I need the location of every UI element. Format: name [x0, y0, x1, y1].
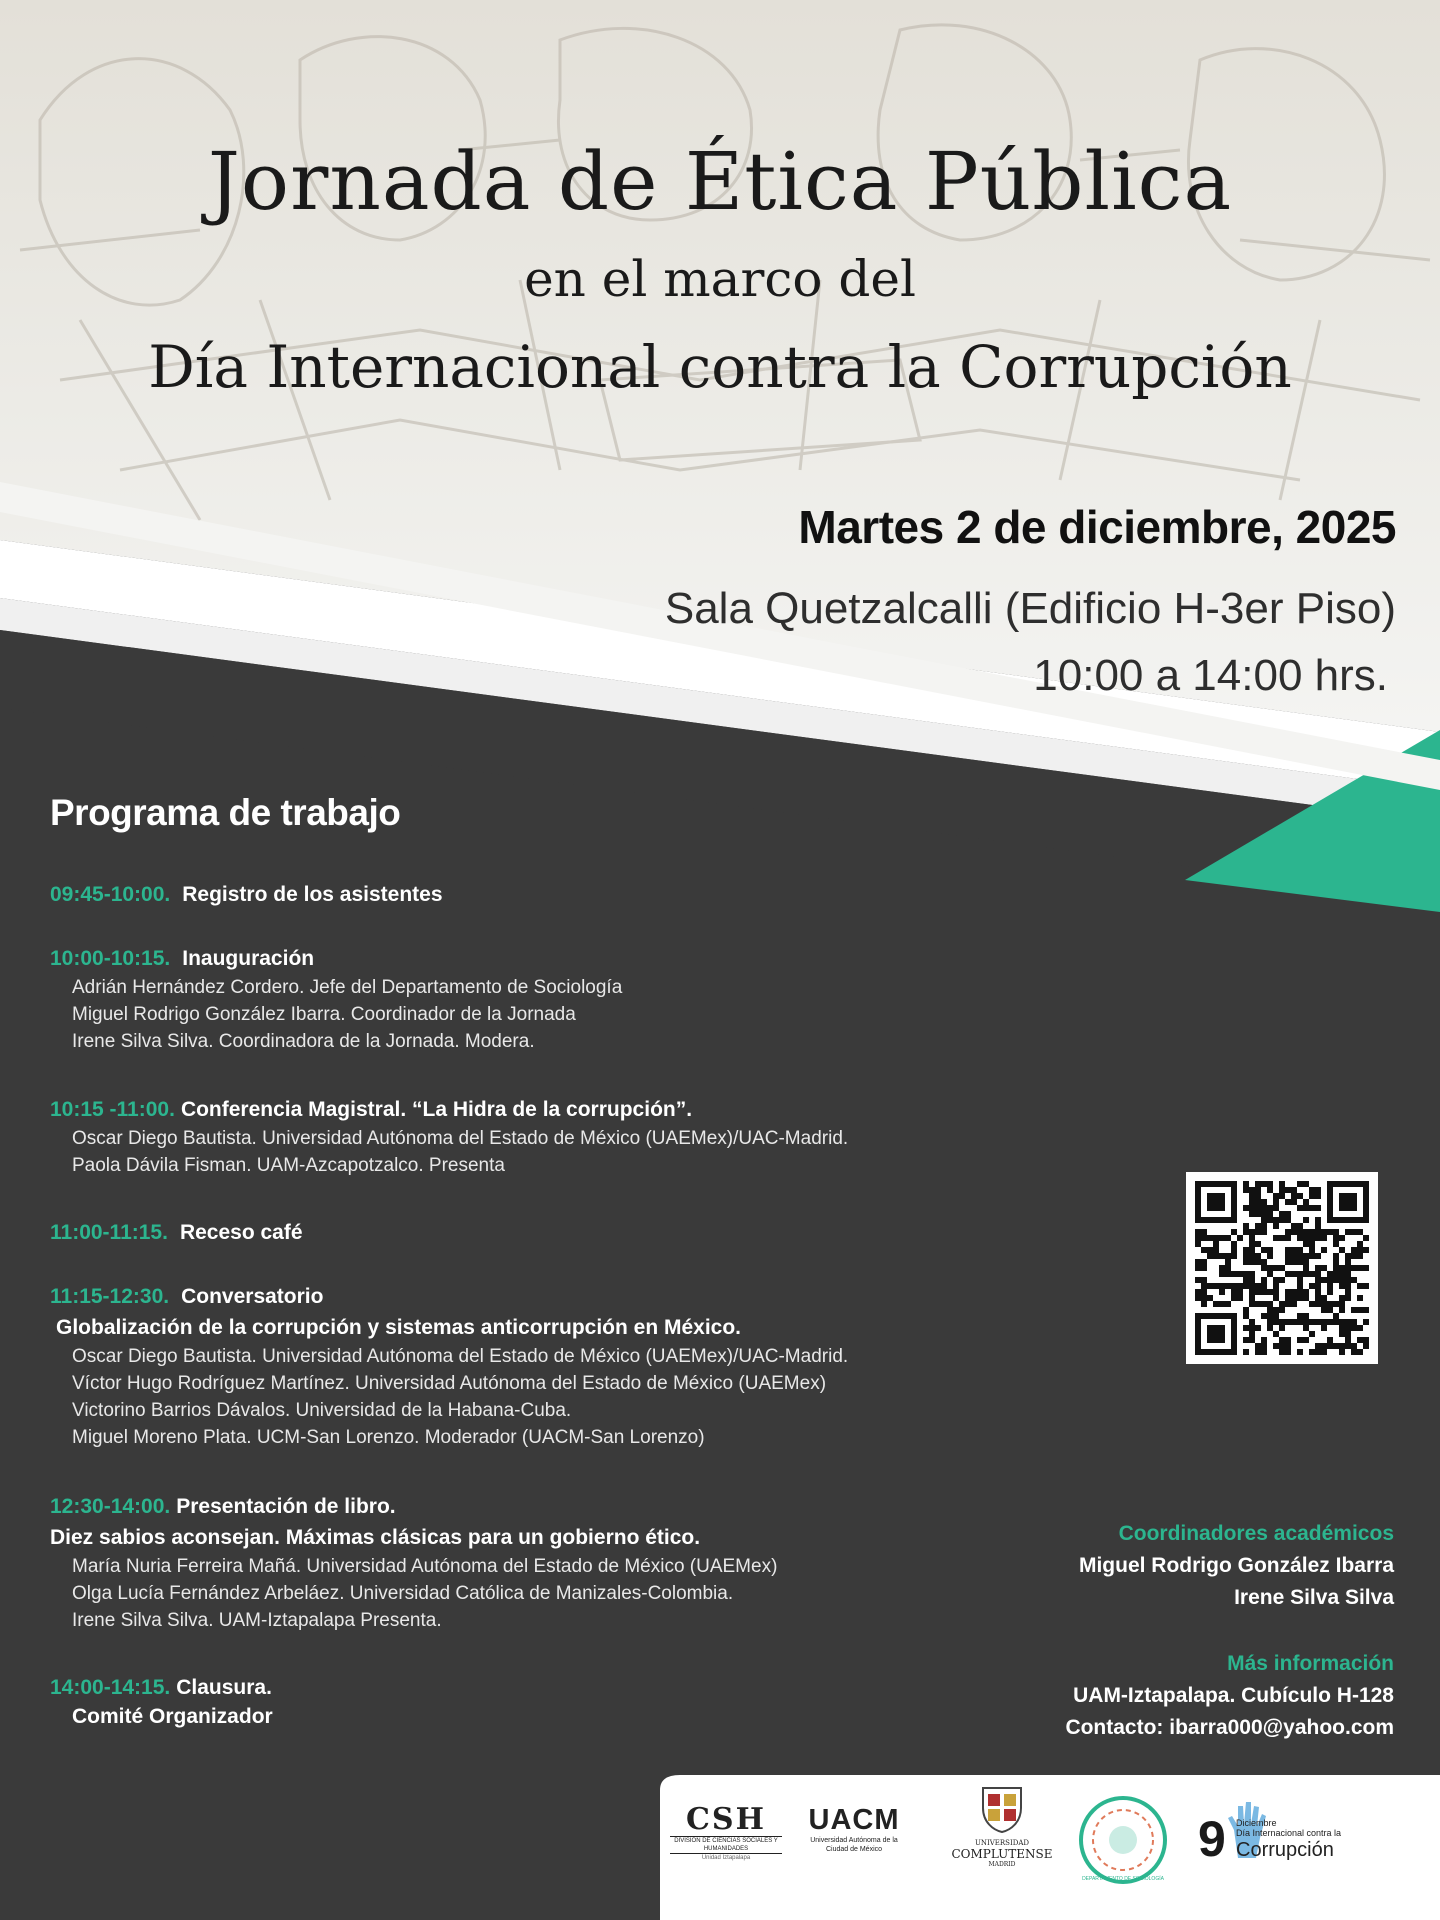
poster-title: Jornada de Ética Pública: [207, 135, 1233, 228]
item-heading: [50, 1492, 1040, 1522]
coordinators-block: [1079, 1518, 1394, 1614]
ucm-logo-line-3: MADRID: [988, 1861, 1016, 1868]
qr-code-pattern: [1186, 1172, 1378, 1364]
program-item-coffee-break: [50, 1218, 1040, 1248]
item-label: Receso café: [179, 1221, 303, 1244]
contact-email[interactable]: Contacto: ibarra000@yahoo.com: [1065, 1716, 1394, 1739]
item-time: 11:15-12:30.: [50, 1285, 170, 1308]
program-item-book-presentation: [50, 1492, 1040, 1634]
item-heading: [50, 1095, 1040, 1125]
participant-line: Comité Organizador: [72, 1705, 273, 1728]
program-item-registration: [50, 880, 1040, 910]
participant-line: Victorino Barrios Dávalos. Universidad de la Habana-Cuba.: [72, 1400, 572, 1421]
item-topic: Globalización de la corrupción y sistemas anticorrupción en México.: [56, 1316, 742, 1339]
participant-line: Miguel Rodrigo González Ibarra. Coordinador de la Jornada: [72, 1004, 576, 1025]
coordinators-heading: Coordinadores académicos: [1118, 1522, 1394, 1545]
item-time: 14:00-14:15.: [50, 1676, 171, 1699]
program-item-keynote: [50, 1095, 1040, 1179]
participant-line: Adrián Hernández Cordero. Jefe del Departamento de Sociología: [72, 977, 623, 998]
item-heading: [50, 880, 1040, 910]
csh-logo-mark: CSH: [686, 1802, 766, 1837]
anticorruption-day-logo: [1198, 1800, 1403, 1880]
program-item-inauguration: [50, 944, 1040, 1055]
item-heading: [50, 1673, 1040, 1703]
ucm-logo: [946, 1782, 1058, 1869]
item-label: Conferencia Magistral. “La Hidra de la corrupción”.: [180, 1098, 693, 1121]
program-item-panel: [50, 1282, 1040, 1451]
item-time: 10:00-10:15.: [50, 947, 171, 970]
item-time: 12:30-14:00.: [50, 1495, 171, 1518]
item-heading: [50, 1218, 1040, 1248]
participant-line: Oscar Diego Bautista. Universidad Autónoma del Estado de México (UAEMex)/UAC-Madrid.: [72, 1128, 849, 1149]
logo-strip: [620, 1772, 1440, 1920]
ucm-logo-line-1: UNIVERSIDAD: [974, 1839, 1030, 1847]
participant-line: Oscar Diego Bautista. Universidad Autónoma del Estado de México (UAEMex)/UAC-Madrid.: [72, 1346, 849, 1367]
item-label: Inauguración: [182, 947, 315, 970]
uacm-logo-mark: UACM: [808, 1804, 900, 1836]
program-item-closing: [50, 1673, 1040, 1730]
uacm-logo: [802, 1804, 906, 1854]
event-time: 10:00 a 14:00 hrs.: [1033, 651, 1388, 700]
dia-logo-number: 9: [1198, 1811, 1226, 1867]
item-heading: [50, 1282, 1040, 1312]
dia-logo-line-2: Día Internacional contra la: [1236, 1828, 1342, 1838]
dia-logo-line-1: Diciembre: [1236, 1818, 1277, 1828]
sociology-department-logo: [1075, 1792, 1171, 1888]
csh-logo-subtitle: DIVISIÓN DE CIENCIAS SOCIALES Y HUMANIDADES: [670, 1836, 782, 1854]
ucm-crest-icon: [979, 1782, 1025, 1834]
sociology-department-seal: [1075, 1792, 1171, 1888]
more-info-location: UAM-Iztapalapa. Cubículo H-128: [1073, 1684, 1394, 1707]
csh-logo-tagline: Unidad Iztapalapa: [701, 1855, 751, 1861]
event-date: Martes 2 de diciembre, 2025: [798, 501, 1396, 553]
ucm-logo-line-2: COMPLUTENSE: [951, 1847, 1053, 1861]
poster-subtitle-line-1: en el marco del: [524, 250, 916, 308]
dia-logo-line-3: Corrupción: [1236, 1839, 1334, 1861]
item-topic: Diez sabios aconsejan. Máximas clásicas para un gobierno ético.: [50, 1526, 701, 1549]
item-time: 11:00-11:15.: [50, 1221, 168, 1244]
participant-line: Irene Silva Silva. Coordinadora de la Jornada. Modera.: [72, 1031, 535, 1052]
item-label: Clausura.: [176, 1676, 272, 1699]
more-info-heading: Más información: [1227, 1652, 1394, 1675]
participant-line: Miguel Moreno Plata. UCM-San Lorenzo. Moderador (UACM-San Lorenzo): [72, 1427, 705, 1448]
participant-line: Irene Silva Silva. UAM-Iztapalapa Presenta.: [72, 1610, 442, 1631]
event-venue: Sala Quetzalcalli (Edificio H-3er Piso): [664, 584, 1396, 633]
sociology-department-label: DEPARTAMENTO DE SOCIOLOGÍA: [1082, 1876, 1164, 1882]
item-label: Registro de los asistentes: [182, 883, 443, 906]
item-time: 09:45-10:00.: [50, 883, 171, 906]
coordinator-name: Irene Silva Silva: [1234, 1586, 1394, 1609]
uacm-logo-subtitle: Universidad Autónoma de la Ciudad de México: [810, 1837, 898, 1853]
coordinator-name: Miguel Rodrigo González Ibarra: [1078, 1554, 1394, 1577]
item-heading: [50, 944, 1040, 974]
qr-code[interactable]: [1186, 1172, 1378, 1364]
participant-line: Víctor Hugo Rodríguez Martínez. Universidad Autónoma del Estado de México (UAEMex): [72, 1373, 827, 1394]
poster-subtitle-line-2: Día Internacional contra la Corrupción: [148, 333, 1292, 401]
program-title: Programa de trabajo: [50, 792, 401, 833]
participant-line: Olga Lucía Fernández Arbeláez. Universidad Católica de Manizales-Colombia.: [72, 1583, 734, 1604]
item-label: Presentación de libro.: [176, 1495, 396, 1518]
participant-line: Paola Dávila Fisman. UAM-Azcapotzalco. Presenta: [72, 1155, 505, 1176]
item-label: Conversatorio: [181, 1285, 324, 1308]
more-info-block: [1065, 1648, 1394, 1744]
participant-line: María Nuria Ferreira Mañá. Universidad Autónoma del Estado de México (UAEMex): [72, 1556, 778, 1577]
csh-logo: [670, 1802, 782, 1863]
item-time: 10:15 -11:00.: [50, 1098, 175, 1121]
